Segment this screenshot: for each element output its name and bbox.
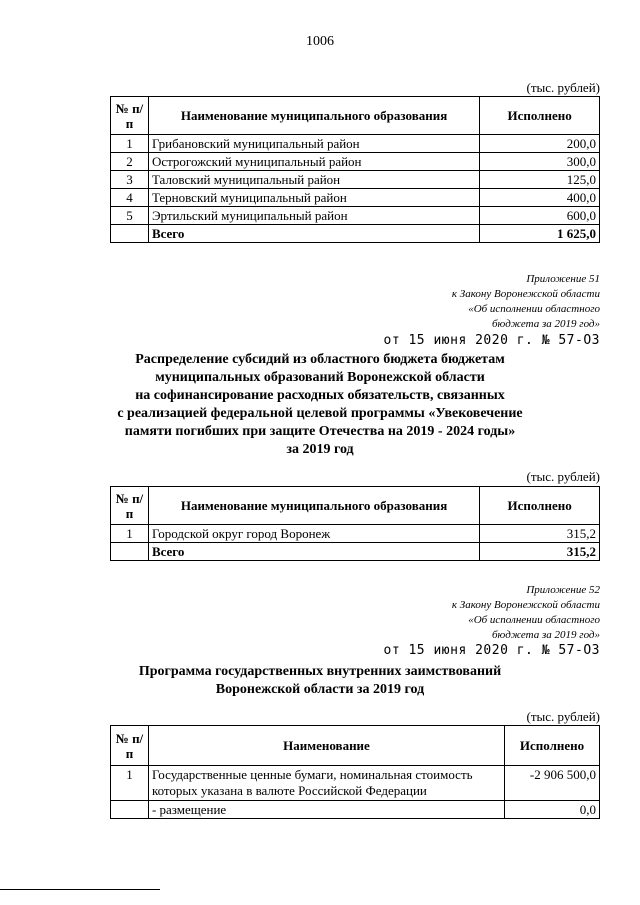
table-row [111,153,600,171]
appendix-line: бюджета за 2019 год» [491,318,600,330]
units-label: (тыс. рублей) [526,80,600,95]
total-label: Всего [148,225,479,243]
row-name: Грибановский муниципальный район [148,135,479,153]
row-value: 200,0 [480,135,600,153]
row-name: Государственные ценные бумаги, номинальная стоимость которых указана в валюте Российской Федерации [148,766,504,801]
heading-line: за 2019 год [286,442,354,457]
appendix-line: к Закону Воронежской области [451,288,600,300]
row-number: 2 [111,153,149,171]
borrowings-table [110,725,600,819]
appendix-line: бюджета за 2019 год» [491,629,600,641]
units-label: (тыс. рублей) [526,469,600,484]
law-date: от 15 июня 2020 г. № 57-ОЗ [383,643,600,658]
column-header-name: Наименование [148,726,504,766]
row-value: 400,0 [480,189,600,207]
heading-line: Воронежской области за 2019 год [215,682,425,697]
row-name: Таловский муниципальный район [148,171,479,189]
row-value: 300,0 [480,153,600,171]
column-header-executed: Исполнено [505,726,600,766]
column-header-name: Наименование муниципального образования [148,97,479,135]
row-number [111,801,149,819]
units-label: (тыс. рублей) [526,709,600,724]
table-total-row [111,543,600,561]
row-number: 3 [111,171,149,189]
appendix-line: «Об исполнении областного [468,303,600,315]
appendix-line: «Об исполнении областного [468,614,600,626]
row-name: Терновский муниципальный район [148,189,479,207]
table-row [111,801,600,819]
table-header-row [111,726,600,766]
column-header-number: № п/п [111,726,149,766]
appendix-title: Приложение 52 [526,584,600,596]
appendix-line: к Закону Воронежской области [451,599,600,611]
column-header-number: № п/п [111,97,149,135]
total-label: Всего [148,543,479,561]
row-name: - размещение [148,801,504,819]
row-number: 1 [111,766,149,801]
row-number [111,543,149,561]
heading-line: Распределение субсидий из областного бюджета бюджетам [135,352,505,367]
appendix-51-header [452,272,600,332]
heading-line: Программа государственных внутренних заимствований [138,664,502,679]
row-value: 125,0 [480,171,600,189]
row-number: 4 [111,189,149,207]
appendix-title: Приложение 51 [526,273,600,285]
table-total-row [111,225,600,243]
column-header-executed: Исполнено [480,97,600,135]
row-number: 1 [111,135,149,153]
table-header-row [111,487,600,525]
subsidies-table-1 [110,96,600,243]
total-value: 1 625,0 [480,225,600,243]
row-number: 5 [111,207,149,225]
heading-line: муниципальных образований Воронежской области [155,370,485,385]
table-row [111,171,600,189]
section-heading-51 [0,351,640,459]
table-row [111,189,600,207]
table-row [111,135,600,153]
appendix-52-header [452,583,600,643]
heading-line: памяти погибших при защите Отечества на 2019 - 2024 годы» [124,424,516,439]
total-value: 315,2 [480,543,600,561]
row-number: 1 [111,525,149,543]
column-header-executed: Исполнено [480,487,600,525]
row-name: Острогожский муниципальный район [148,153,479,171]
row-value: 600,0 [480,207,600,225]
table-header-row [111,97,600,135]
row-name: Городской округ город Воронеж [148,525,479,543]
row-value: -2 906 500,0 [505,766,600,801]
heading-line: с реализацией федеральной целевой программы «Увековечение [117,406,523,421]
table-row [111,525,600,543]
row-number [111,225,149,243]
row-value: 315,2 [480,525,600,543]
subsidies-table-2 [110,486,600,561]
law-date: от 15 июня 2020 г. № 57-ОЗ [383,333,600,348]
section-heading-52 [0,663,640,699]
column-header-number: № п/п [111,487,149,525]
row-value: 0,0 [505,801,600,819]
column-header-name: Наименование муниципального образования [148,487,479,525]
table-row [111,766,600,801]
page-number: 1006 [306,34,334,49]
table-row [111,207,600,225]
heading-line: на софинансирование расходных обязательств, связанных [135,388,505,403]
row-name: Эртильский муниципальный район [148,207,479,225]
footer-divider [0,889,160,890]
